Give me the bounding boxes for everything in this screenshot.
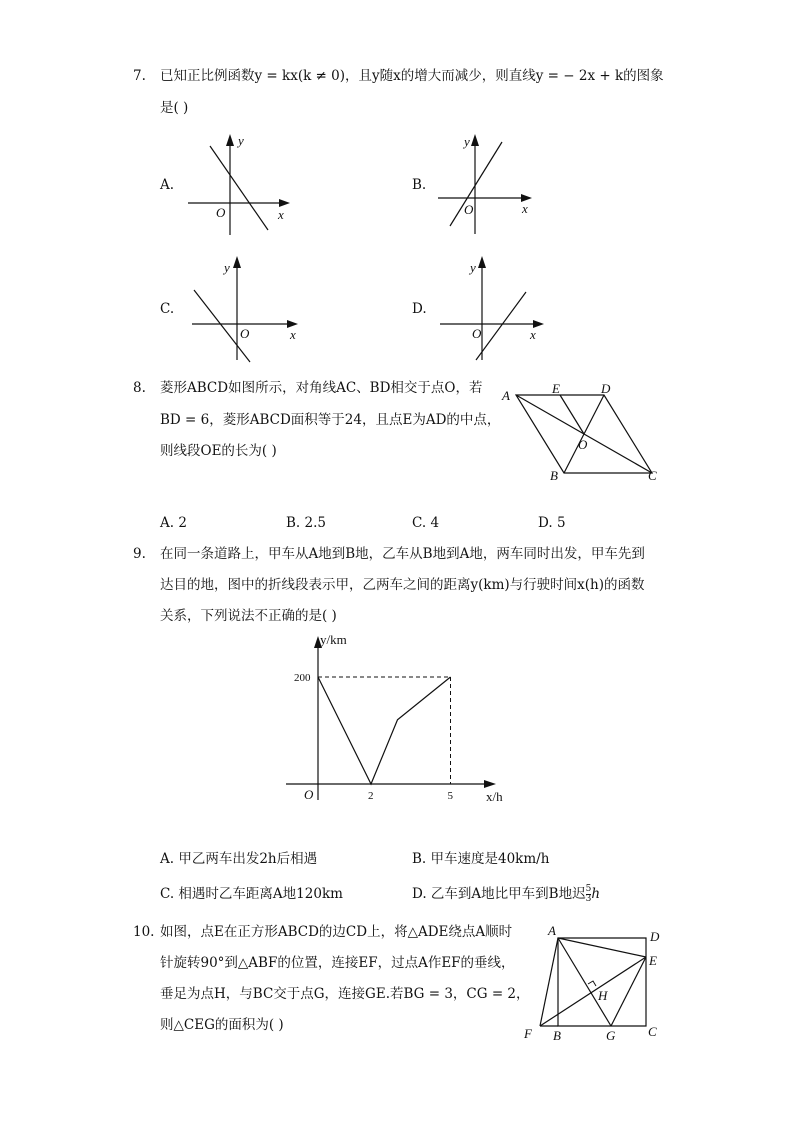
q9-distance-time-chart xyxy=(280,630,510,810)
q8-option-b-letter: B. xyxy=(286,515,301,531)
q10-label-g: G xyxy=(606,1028,616,1043)
q7-graph-a xyxy=(180,128,300,238)
q7a-x-label: x xyxy=(278,207,284,222)
q10-stem-line2: 针旋转90°到△ABF的位置，连接EF，过点A作EF的垂线， xyxy=(160,955,515,971)
q9-option-c: C. 相遇时乙车距离A地120km xyxy=(160,886,343,902)
q7d-x-label: x xyxy=(530,327,536,342)
q9-stem-line1: 在同一条道路上，甲车从A地到B地，乙车从B地到A地，两车同时出发，甲车先到 xyxy=(160,546,645,562)
q8-option-d-letter: D. xyxy=(538,515,553,531)
q7b-y-label: y xyxy=(464,134,470,149)
q8-stem-line3: 则线段OE的长为( ) xyxy=(160,443,277,459)
q8-label-o: O xyxy=(578,437,588,452)
q9-x-tick-5: 5 xyxy=(447,790,453,802)
q8-stem-line2: BD = 6，菱形ABCD面积等于24，且点E为AD的中点， xyxy=(160,412,501,428)
q9-frac-unit: h xyxy=(591,886,601,902)
q7-graph-c xyxy=(180,252,310,364)
q8-option-d xyxy=(538,513,566,533)
q9-y-axis-label: y/km xyxy=(320,632,347,647)
q8-option-b xyxy=(286,513,326,533)
q9-stem-line3: 关系，下列说法不正确的是( ) xyxy=(160,608,337,624)
q7c-x-label: x xyxy=(290,327,296,342)
q9-y-tick-200: 200 xyxy=(294,672,311,684)
q9-x-tick-2: 2 xyxy=(368,790,374,802)
q10-number: 10. xyxy=(133,924,155,940)
q10-label-f: F xyxy=(524,1026,532,1041)
q8-number: 8. xyxy=(133,380,146,396)
q10-square-figure xyxy=(520,922,670,1047)
q7c-origin-label: O xyxy=(240,326,250,341)
q9-number: 9. xyxy=(133,546,146,562)
q7-stem-line1: 已知正比例函数y = kx(k ≠ 0)，且y随x的增大而减少，则直线y = − 2x + k的图象 xyxy=(160,68,664,84)
q10-label-d: D xyxy=(650,929,660,944)
q7a-y-label: y xyxy=(238,133,244,148)
q8-option-b-value: 2.5 xyxy=(304,515,326,531)
q8-option-c xyxy=(412,513,439,533)
q8-option-c-value: 4 xyxy=(430,515,440,531)
q10-stem-line1: 如图，点E在正方形ABCD的边CD上，将△ADE绕点A顺时 xyxy=(160,924,513,940)
q7-option-c-label: C. xyxy=(160,301,175,317)
q8-rhombus-figure xyxy=(500,380,670,485)
q7-graph-d xyxy=(432,252,562,364)
q7a-origin-label: O xyxy=(216,205,226,220)
q8-stem-line1: 菱形ABCD如图所示，对角线AC、BD相交于点O，若 xyxy=(160,380,483,396)
q7c-y-label: y xyxy=(224,260,230,275)
q8-option-d-value: 5 xyxy=(556,515,566,531)
q7-option-a-label: A. xyxy=(160,177,175,193)
q8-label-e: E xyxy=(552,381,560,396)
q9-x-axis-arrow xyxy=(484,780,496,788)
q8-label-d: D xyxy=(601,381,611,396)
q9-origin-label: O xyxy=(304,787,314,802)
q7-stem-line2: 是( ) xyxy=(160,100,189,116)
q10-stem-line3: 垂足为点H，与BC交于点G，连接GE.若BG = 3，CG = 2， xyxy=(160,986,530,1002)
q8-option-a xyxy=(160,513,187,533)
q8-label-c: C xyxy=(648,468,657,483)
q9-stem-line2: 达目的地，图中的折线段表示甲，乙两车之间的距离y(km)与行驶时间x(h)的函数 xyxy=(160,577,645,593)
q10-label-c: C xyxy=(648,1024,657,1039)
q8-option-a-letter: A. xyxy=(160,515,175,531)
q7b-origin-label: O xyxy=(464,202,474,217)
q10-label-e: E xyxy=(649,953,657,968)
q9-option-d-text: D. 乙车到A地比甲车到B地迟 xyxy=(412,886,586,902)
q10-label-a: A xyxy=(548,923,556,938)
q7d-origin-label: O xyxy=(472,326,482,341)
q9-frac-num: 5 xyxy=(585,884,592,894)
q7b-x-label: x xyxy=(522,201,528,216)
q8-label-a: A xyxy=(502,388,510,403)
q8-option-a-value: 2 xyxy=(178,515,187,531)
q9-frac-den: 3 xyxy=(585,894,592,904)
q8-option-c-letter: C. xyxy=(412,515,427,531)
q9-option-b: B. 甲车速度是40km/h xyxy=(412,851,550,867)
q9-series-line xyxy=(318,677,451,784)
q9-x-axis-label: x/h xyxy=(486,789,503,804)
q10-stem-line4: 则△CEG的面积为( ) xyxy=(160,1017,284,1033)
q7-option-b-label: B. xyxy=(412,177,427,193)
q7d-y-label: y xyxy=(470,260,476,275)
q10-label-h: H xyxy=(598,988,608,1003)
q7-option-d-label: D. xyxy=(412,301,427,317)
q7-number: 7. xyxy=(133,68,146,84)
q9-option-a: A. 甲乙两车出发2h后相遇 xyxy=(160,851,318,867)
q8-label-b: B xyxy=(550,468,558,483)
q10-label-b: B xyxy=(553,1028,561,1043)
q9-option-d xyxy=(412,884,600,904)
q7-graph-b xyxy=(432,128,552,238)
